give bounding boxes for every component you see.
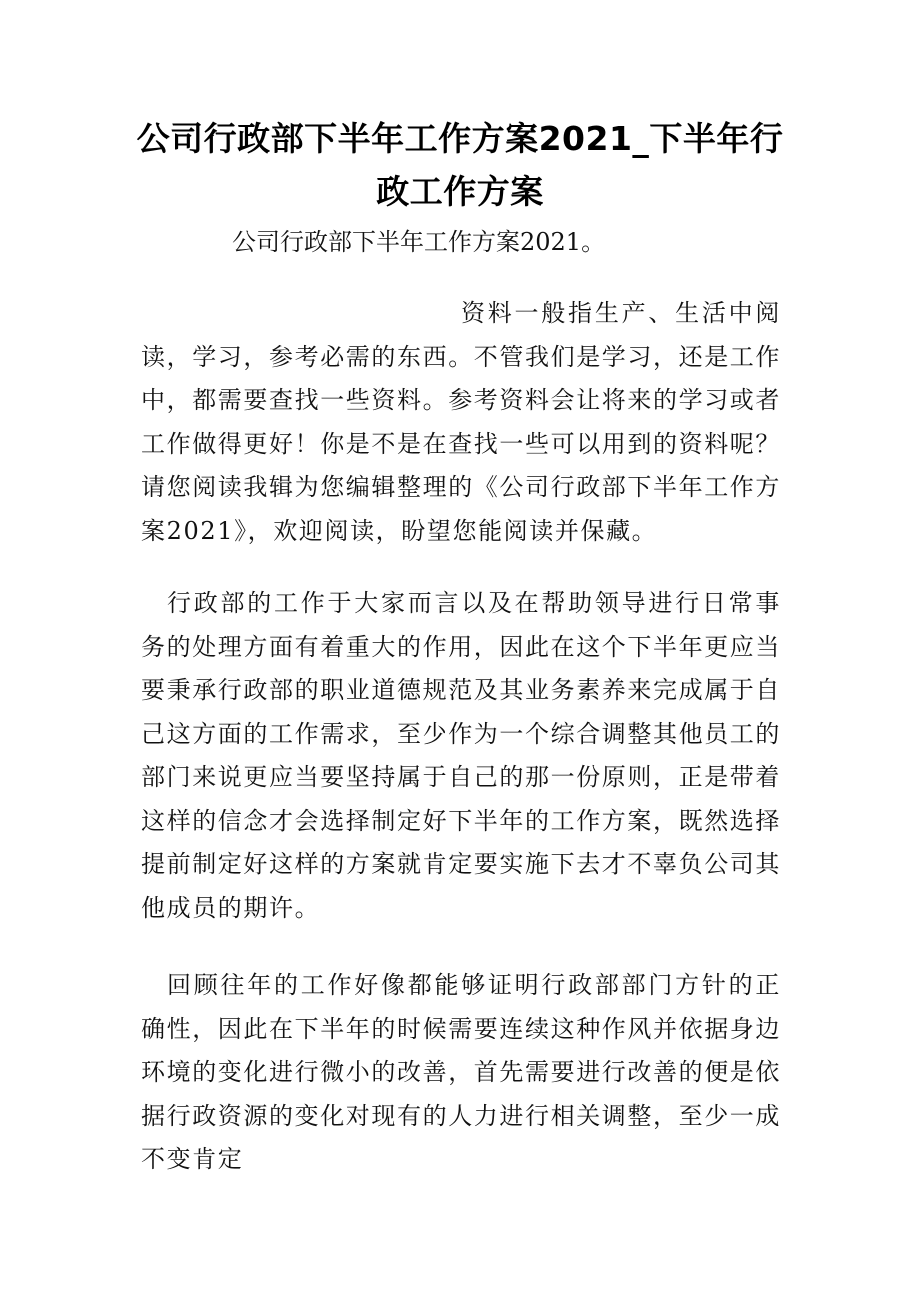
intro-line: 公司行政部下半年工作方案2021。 xyxy=(232,228,606,256)
paragraph-review: 回顾往年的工作好像都能够证明行政部部门方针的正确性，因此在下半年的时候需要连续这种作风并依据身边环境的变化进行微小的改善，首先需要进行改善的便是依据行政资源的变化对现有的人力进行相关调整，至少一成不变肯定 xyxy=(141,971,781,1173)
document-title: 公司行政部下半年工作方案2021_下半年行政工作方案 xyxy=(136,119,784,211)
paragraph-intro: 资料一般指生产、生活中阅读，学习，参考必需的东西。不管我们是学习，还是工作中，都需要查找一些资料。参考资料会让将来的学习或者工作做得更好！你是不是在查找一些可以用到的资料呢？请您阅读我辑为您编辑整理的《公司行政部下半年工作方案2021》，欢迎阅读，盼望您能阅读并保藏。 xyxy=(141,299,781,545)
paragraph-admin-role: 行政部的工作于大家而言以及在帮助领导进行日常事务的处理方面有着重大的作用，因此在这个下半年更应当要秉承行政部的职业道德规范及其业务素养来完成属于自己这方面的工作需求，至少作为一个综合调整其他员工的部门来说更应当要坚持属于自己的那一份原则，正是带着这样的信念才会选择制定好下半年的工作方案，既然选择提前制定好这样的方案就肯定要实施下去才不辜负公司其他成员的期许。 xyxy=(141,589,781,922)
